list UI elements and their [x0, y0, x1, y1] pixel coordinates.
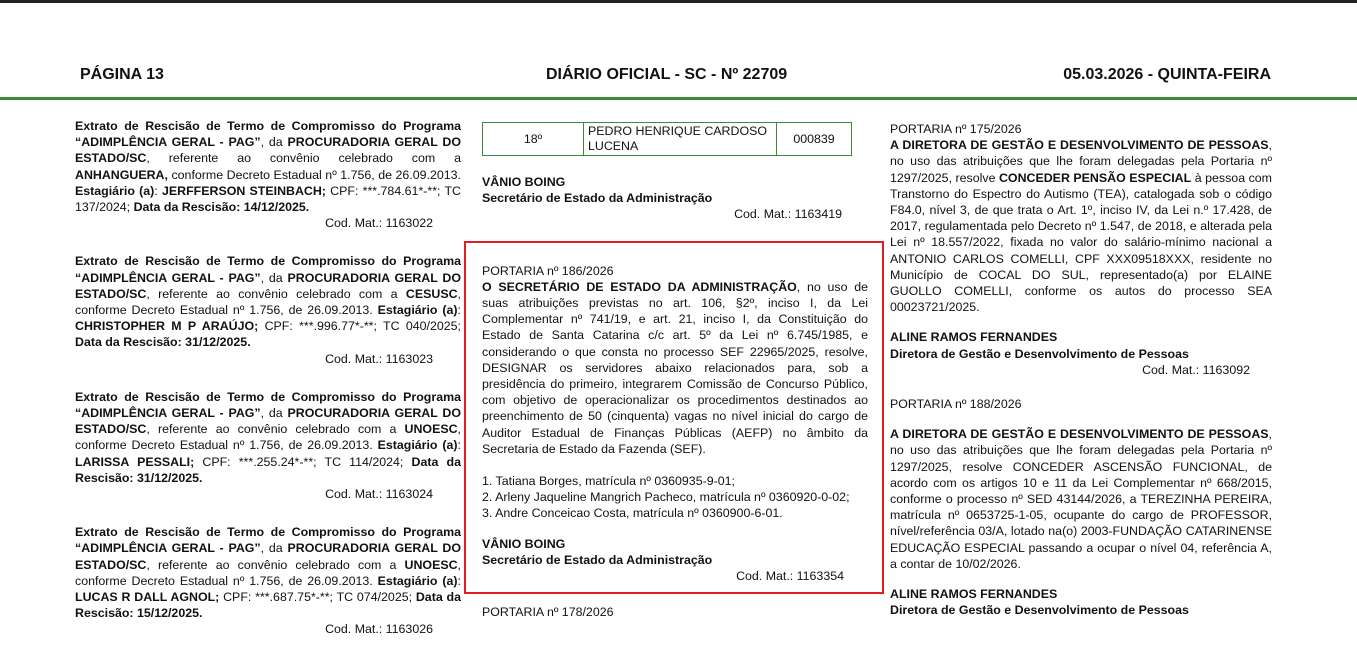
label: Estagiário (a): [377, 573, 458, 588]
cod-mat: Cod. Mat.: 1163354: [736, 569, 844, 584]
institution: ANHANGUERA,: [75, 167, 168, 182]
extract-heading: Extrato de Rescisão de Termo de Compromisso do Programa “ADIMPLÊNCIA GERAL - PAG”: [75, 525, 461, 556]
intern-name: LARISSA PESSALI;: [75, 454, 195, 469]
signatory-role: Secretário de Estado da Administração: [482, 552, 713, 567]
extract-block: [75, 524, 461, 637]
signatory-name: VÂNIO BOING: [482, 536, 566, 551]
highlighted-portaria-186: [464, 241, 884, 595]
text: , no uso das atribuições que lhe foram delegadas pela Portaria nº 1297/2025, resolve: [890, 138, 1272, 185]
signatory-role: Diretora de Gestão e Desenvolvimento de Pessoas: [890, 346, 1189, 361]
signatory-name: VÂNIO BOING: [482, 175, 566, 189]
intern-name: JERFFERSON STEINBACH;: [161, 183, 326, 198]
text: CPF: ***.784.61*-**; TC 137/2024;: [75, 183, 462, 215]
extract-block: [75, 118, 461, 231]
page-header: [0, 66, 1357, 90]
authority: A DIRETORA DE GESTÃO E DESENVOLVIMENTO DE PESSOAS: [890, 427, 1269, 442]
text: :: [154, 183, 162, 198]
table-row: [483, 123, 852, 156]
list-item: 1. Tatiana Borges, matrícula nº 0360935-9-01;: [482, 474, 735, 489]
organ: PROCURADORIA GERAL DO ESTADO/SC: [75, 135, 461, 166]
cod-mat: Cod. Mat.: 1163419: [734, 207, 842, 222]
text: , referente ao convênio celebrado com a: [146, 422, 405, 437]
list-item: 2. Arleny Jaqueline Mangrich Pacheco, matrícula nº 0360920-0-02;: [482, 490, 850, 505]
text: , da: [260, 270, 288, 285]
rescission-date: Data da Rescisão: 31/12/2025.: [75, 335, 251, 350]
signatory-name: ALINE RAMOS FERNANDES: [890, 587, 1058, 602]
extract-block: [75, 389, 461, 502]
intern-name: CHRISTOPHER M P ARAÚJO;: [75, 319, 259, 334]
extract-heading: Extrato de Rescisão de Termo de Compromisso do Programa “ADIMPLÊNCIA GERAL - PAG”: [75, 254, 461, 285]
text: , conforme Decreto Estadual nº 1.756, de 26.09.2013.: [75, 557, 461, 588]
text: :: [457, 303, 461, 318]
cod-mat: Cod. Mat.: 1163022: [325, 216, 433, 231]
column-right: [890, 121, 1272, 618]
intern-name: LUCAS R DALL AGNOL;: [75, 590, 220, 605]
rescission-date: Data da Rescisão: 15/12/2025.: [75, 590, 461, 621]
page-number: PÁGINA 13: [80, 66, 164, 83]
text: , conforme Decreto Estadual nº 1.756, de 26.09.2013.: [75, 286, 461, 318]
signatory-role: Diretora de Gestão e Desenvolvimento de Pessoas: [890, 603, 1189, 618]
organ: PROCURADORIA GERAL DO ESTADO/SC: [75, 270, 461, 301]
text: conforme Decreto Estadual nº 1.756, de 26.09.2013.: [167, 167, 461, 182]
portaria-188: [890, 396, 1272, 618]
institution: UNOESC: [404, 422, 458, 437]
signature-block: [482, 536, 868, 585]
signatory-role: Secretário de Estado da Administração: [482, 191, 713, 206]
label: Estagiário (a): [377, 438, 458, 453]
organ: PROCURADORIA GERAL DO ESTADO/SC: [75, 541, 461, 572]
rescission-date: Data da Rescisão: 14/12/2025.: [133, 200, 310, 215]
cod-mat: Cod. Mat.: 1163092: [1142, 362, 1250, 377]
text: à pessoa com Transtorno do Espectro do Autismo (TEA), catalogada sob o código F84.0, nível 3, de que trata o Art. 1º, inciso IV, da Lei n.º 17.428, de 2017, regulamentada pelo Decreto nº 1.547, de 2018, e alterada pela Lei nº 18.557/2022, fixada no valor do salário-mínimo nacional a ANTONIO CARLOS COMELLI, CPF XXX09518XXX, residente no Município de COCAL DO SUL, representado(a) por ELAINE GUOLLO COMELLI, conforme os autos do processo SEA 00023721/2025.: [890, 170, 1273, 315]
institution: UNOESC: [404, 557, 458, 572]
cod-mat: Cod. Mat.: 1163026: [325, 622, 433, 637]
text: :: [457, 438, 461, 453]
label: Estagiário (a): [75, 183, 155, 198]
designated-list: [482, 473, 868, 522]
cod-mat: Cod. Mat.: 1163024: [325, 487, 433, 502]
signature-block: [482, 174, 872, 223]
signatory-name: ALINE RAMOS FERNANDES: [890, 330, 1058, 345]
text: , no uso das atribuições que lhe foram delegadas pela Portaria nº 1297/2025, resolve CONCEDER ASCENSÃO FUNCIONAL, de acordo com os artigos 10 e 11 da Lei Complementar nº 668/2015, conforme o processo nº SED 43144/2026, a TEREZINHA PEREIRA, matrícula nº 0653725-1-05, ocupante do cargo de PROFESSOR, nível/referência 03/A, lotado na(o) 2003-FUNDAÇÃO CATARINENSE EDUCAÇÃO ESPECIAL passando a ocupar o nível 04, referência A, a contar de 10/02/2026.: [890, 427, 1272, 571]
column-left: [75, 118, 461, 660]
portaria-title: PORTARIA nº 186/2026: [482, 263, 614, 278]
text: , referente ao convênio celebrado com a: [146, 151, 461, 166]
portaria-175: [890, 121, 1272, 378]
journal-title: DIÁRIO OFICIAL - SC - Nº 22709: [546, 66, 788, 83]
text: CPF: ***.687.75*-**; TC 074/2025;: [219, 590, 416, 605]
list-item: 3. Andre Conceicao Costa, matrícula nº 0360900-6-01.: [482, 506, 783, 521]
signature-block: [890, 329, 1272, 378]
issue-date: 05.03.2026 - QUINTA-FEIRA: [1063, 66, 1271, 83]
action: CONCEDER PENSÃO ESPECIAL: [998, 170, 1192, 185]
text: CPF: ***.996.77*-**; TC 040/2025;: [258, 319, 461, 334]
cod-mat: Cod. Mat.: 1163023: [325, 351, 433, 366]
portaria-title: PORTARIA nº 175/2026: [890, 122, 1022, 136]
rescission-date: Data da Rescisão: 31/12/2025.: [75, 454, 461, 485]
text: , no uso de suas atribuições previstas no art. 106, §2º, inciso I, da Lei Complementar nº 741/19, e art. 21, inciso I, da Constituição do Estado de Santa Catarina c/c art. 5º da Lei nº 6.745/1985, e considerando o que consta no processo SEF 22965/2025, resolve, DESIGNAR os servidores abaixo relacionados para, sob a presidência do primeiro, integrarem Comissão de Concurso Público, com objetivo de operacionalizar os procedimentos destinados ao preenchimento de 50 (cinquenta) vagas no nível inicial do cargo de Auditor Estadual de Finanças Públicas (AEFP) no âmbito da Secretaria de Estado da Fazenda (SEF).: [482, 279, 868, 456]
extract-heading: Extrato de Rescisão de Termo de Compromisso do Programa “ADIMPLÊNCIA GERAL - PAG”: [75, 119, 461, 150]
extract-heading: Extrato de Rescisão de Termo de Compromisso do Programa “ADIMPLÊNCIA GERAL - PAG”: [75, 389, 461, 421]
label: Estagiário (a): [377, 303, 458, 318]
text: , da: [260, 541, 288, 556]
text: :: [457, 573, 461, 588]
header-rule: [0, 97, 1357, 100]
text: , da: [260, 135, 288, 150]
text: , referente ao convênio celebrado com a: [146, 286, 406, 301]
portaria-body: [890, 137, 1272, 315]
text: , conforme Decreto Estadual nº 1.756, de 26.09.2013.: [75, 422, 461, 453]
commission-table: [482, 122, 852, 156]
top-rule: [0, 0, 1357, 3]
portaria-body: [890, 426, 1272, 572]
authority: O SECRETÁRIO DE ESTADO DA ADMINISTRAÇÃO: [482, 279, 797, 294]
table-cell-code: 000839: [777, 123, 852, 156]
portaria-title: PORTARIA nº 178/2026: [482, 605, 614, 620]
extract-block: [75, 253, 461, 366]
table-cell-name: PEDRO HENRIQUE CARDOSO LUCENA: [584, 123, 777, 156]
column-middle: [482, 122, 872, 620]
organ: PROCURADORIA GERAL DO ESTADO/SC: [75, 406, 461, 437]
institution: CESUSC: [405, 286, 458, 301]
table-cell-order: 18º: [483, 123, 584, 156]
signature-block: [890, 586, 1272, 618]
text: , referente ao convênio celebrado com a: [146, 557, 405, 572]
authority: A DIRETORA DE GESTÃO E DESENVOLVIMENTO DE PESSOAS: [890, 138, 1269, 153]
portaria-body: [482, 279, 868, 457]
text: , da: [260, 406, 288, 421]
portaria-title: PORTARIA nº 188/2026: [890, 397, 1022, 412]
text: CPF: ***.255.24*-**; TC 114/2024;: [194, 454, 412, 469]
